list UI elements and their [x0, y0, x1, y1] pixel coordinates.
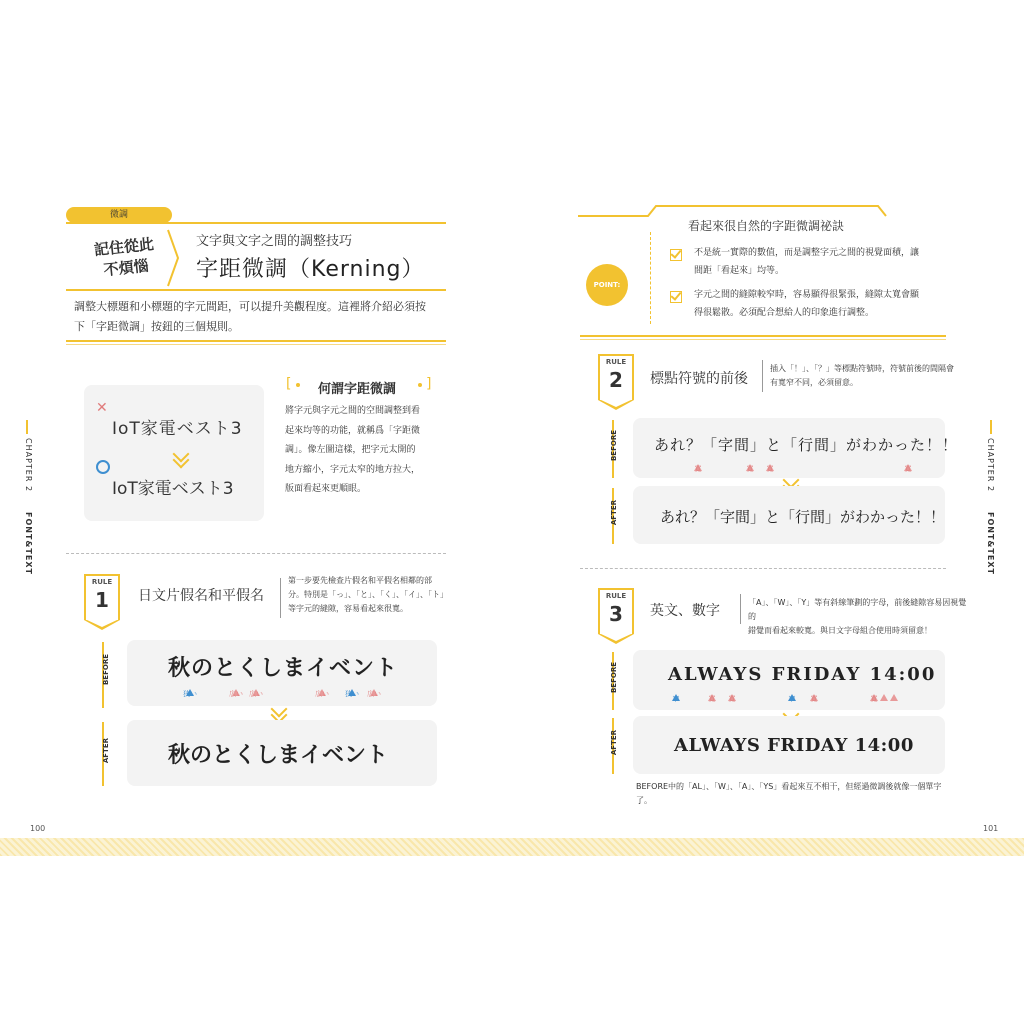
after-tag: AFTER	[102, 738, 110, 764]
rule1-before-text: 秋のとくしまイベント	[168, 656, 399, 681]
page-number-right: 101	[983, 824, 999, 833]
subtitle: 文字與文字之間的調整技巧	[196, 234, 353, 249]
after-tag: AFTER	[610, 730, 618, 756]
page-number-left: 100	[30, 824, 46, 833]
section-label-right: FONT&TEXT	[986, 512, 995, 575]
rule-badge-2: RULE 2	[598, 354, 634, 400]
before-tag: BEFORE	[610, 430, 618, 462]
rule1-desc: 第一步要先檢查片假名和平假名相鄰的部 分。特別是「っ」、「と」、「く」、「イ」、「ト」 等字元的縫隙，容易看起來很寬。	[288, 576, 448, 613]
rule3-title: 英文、數字	[650, 603, 720, 619]
checkbox-icon	[670, 291, 682, 303]
what-title: 何謂字距微調	[318, 382, 397, 397]
intro: 調整大標題和小標題的字元間距，可以提升美觀程度。這裡將介紹必須按 下「字距微調」按鈕的三個規則。	[74, 300, 426, 333]
point-badge: POINT:	[586, 264, 628, 306]
chapter-label-left: CHAPTER 2	[24, 438, 33, 493]
point-2: 字元之間的縫隙較窄時，容易顯得很緊張，縫隙太寬會顯 得很鬆散。必須配合想給人的印象進行調整。	[694, 290, 920, 318]
chapter-label-right: CHAPTER 2	[986, 438, 995, 493]
rule-badge-3: RULE 3	[598, 588, 634, 634]
correct-mark-icon	[96, 460, 110, 474]
after-tag: AFTER	[610, 500, 618, 526]
rule3-after-text: ALWAYS FRIDAY 14:00	[674, 735, 914, 756]
what-description: 將字元與字元之間的空間調整到看 起來均等的功能，就稱爲「字距微 調」。像左圖這樣，把字元太開的 地方縮小，字元太窄的地方拉大， 版面看起來更順眼。	[285, 406, 421, 494]
bracket-arrow-icon	[166, 228, 180, 288]
before-tag: BEFORE	[610, 662, 618, 694]
rule3-note: BEFORE中的「AL」、「W」、「A」、「YS」看起來互不相干，但經過微調後就像一個單字 了。	[636, 782, 942, 805]
rule2-after-text: あれ？「字間」と「行間」がわかった！！	[660, 508, 946, 526]
rule2-title: 標點符號的前後	[650, 371, 748, 387]
secret-title: 看起來很自然的字距微調祕訣	[688, 219, 845, 233]
checkbox-icon	[670, 249, 682, 261]
what-bracket-left: [	[286, 376, 292, 392]
point-1: 不是統一實際的數值，而是調整字元之間的視覺面積，讓 間距「看起來」均等。	[694, 248, 920, 276]
wrong-mark-icon: ✕	[96, 400, 108, 416]
tag-pill: 微調	[66, 207, 172, 223]
rule2-annotations: 寬 寬 寬 寬	[694, 465, 912, 473]
rule1-before-annotations: 狭い 広い 広い 広い 狭い 広い	[183, 690, 381, 698]
page-title: 字距微調（Kerning）	[196, 257, 425, 282]
stamp: 記住從此 不煩惱	[93, 234, 155, 280]
before-tag: BEFORE	[102, 654, 110, 686]
section-label-left: FONT&TEXT	[24, 512, 33, 575]
what-bracket-right: ]	[426, 376, 432, 392]
example-after: IoT家電ベスト3	[112, 479, 234, 499]
rule3-desc: 「A」、「W」、「Y」等有斜線筆劃的字母，前後縫隙容易因視覺的 錯覺而看起來較寬。與日文字母組合使用時須留意！	[748, 598, 967, 635]
bottom-pattern-strip	[0, 838, 1024, 856]
rule3-annotations: 窄 寬 寬 窄 寬 寬	[670, 686, 920, 706]
example-before: IoT家電ベスト3	[112, 419, 243, 439]
rule-badge-1: RULE 1	[84, 574, 120, 620]
rule2-before-text: あれ？「字間」と「行間」がわかった！！	[654, 436, 959, 454]
rule1-after-text: 秋のとくしまイベント	[168, 743, 389, 768]
rule3-before-text: ALWAYS FRIDAY 14:00	[668, 664, 937, 685]
secret-frame-top	[576, 202, 888, 218]
rule2-desc: 插入「！」、「？」等標點符號時，符號前後的間隔會 有寬窄不同，必須留意。	[770, 364, 954, 387]
rule1-title: 日文片假名和平假名	[138, 588, 264, 604]
